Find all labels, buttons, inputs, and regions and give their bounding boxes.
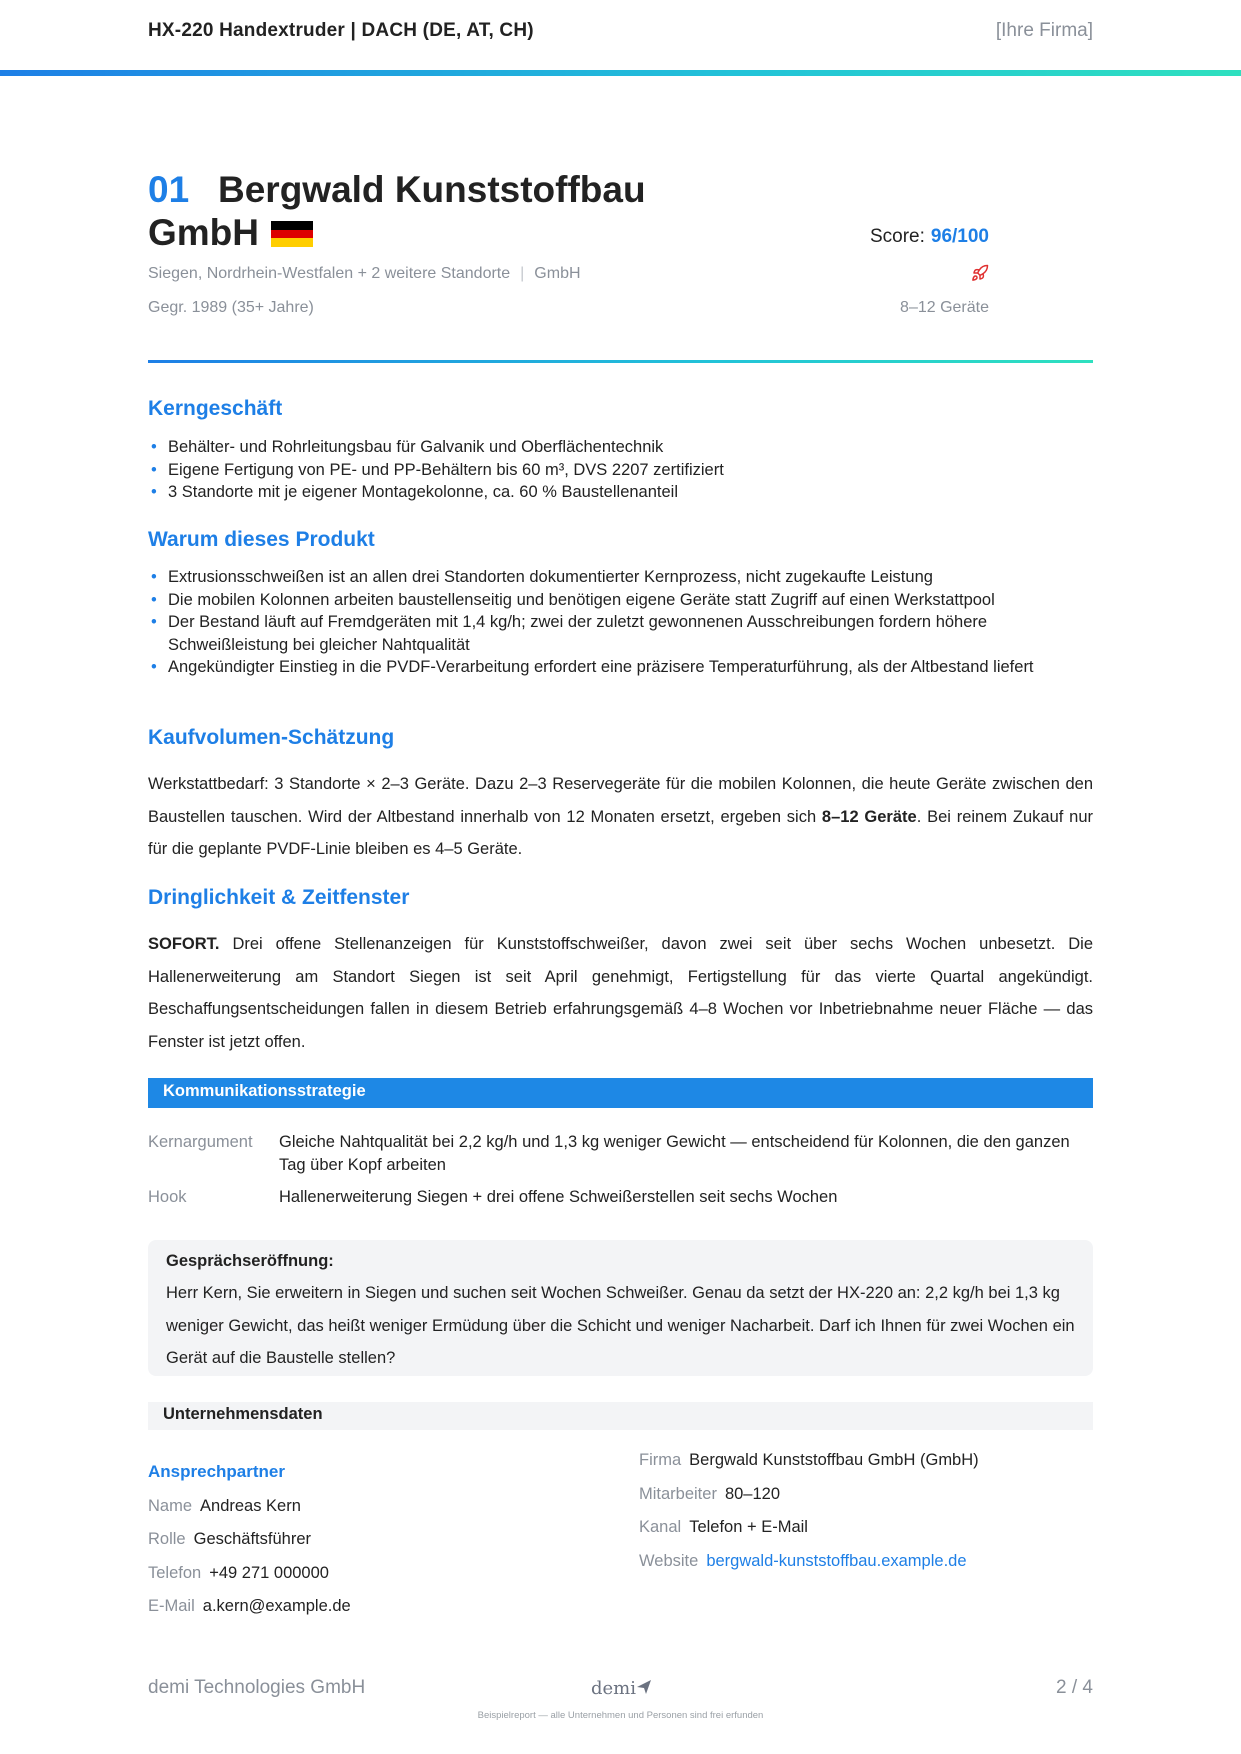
company-name-line1: Bergwald Kunststoffbau — [218, 169, 646, 210]
kaufvolumen-text — [148, 768, 1093, 866]
company-header — [148, 168, 1093, 212]
unternehmensdaten-heading: Unternehmensdaten — [148, 1402, 1093, 1430]
field-value: 80–120 — [724, 1485, 781, 1503]
header-gradient-line — [0, 70, 1241, 76]
dringlichkeit-text — [148, 928, 1093, 1058]
hook-row — [148, 1186, 1093, 1209]
list-item: • Angekündigter Einstieg in die PVDF-Verarbeitung erfordert eine präzisere Temperaturführung, als der Altbestand liefert — [148, 656, 1093, 679]
list-item: • Der Bestand läuft auf Fremdgeräten mit 1,4 kg/h; zwei der zuletzt gewonnenen Ausschreibungen fordern höhere Schweißleistung bei gleicher Nahtqualität — [148, 611, 1093, 656]
kaufvolumen-heading: Kaufvolumen-Schätzung — [148, 726, 395, 749]
field-value: +49 271 000000 — [209, 1564, 329, 1582]
kerngeschaeft-list — [148, 436, 1093, 504]
kernargument-value: Gleiche Nahtqualität bei 2,2 kg/h und 1,3 kg weniger Gewicht — entscheidend für Kolonnen, die den ganzen Tag über Kopf arbeiten — [279, 1133, 1070, 1174]
urgency-lead: SOFORT. — [148, 935, 220, 953]
rocket-icon — [971, 264, 989, 282]
list-item: • Behälter- und Rohrleitungsbau für Galvanik und Oberflächentechnik — [148, 436, 1093, 459]
score — [870, 226, 989, 248]
company-channel-row — [639, 1518, 808, 1537]
hook-label: Hook — [148, 1188, 187, 1206]
field-label: Mitarbeiter — [639, 1485, 717, 1503]
footer-company: demi Technologies GmbH — [148, 1677, 366, 1698]
hook-value: Hallenerweiterung Siegen + drei offene Schweißerstellen seit sechs Wochen — [279, 1188, 838, 1206]
list-item: • Extrusionsschweißen ist an allen drei Standorten dokumentierter Kernprozess, nicht zugekaufte Leistung — [148, 566, 1093, 589]
field-value: Bergwald Kunststoffbau GmbH (GmbH) — [689, 1451, 979, 1469]
dringlichkeit-heading: Dringlichkeit & Zeitfenster — [148, 886, 410, 909]
contact-role-row — [148, 1530, 311, 1549]
kerngeschaeft-heading: Kerngeschäft — [148, 397, 283, 420]
score-value: 96/100 — [930, 226, 989, 247]
contact-email-row — [148, 1597, 351, 1616]
company-employees-row — [639, 1485, 780, 1504]
opening-text: Herr Kern, Sie erweitern in Siegen und suchen seit Wochen Schweißer. Genau da setzt der HX-220 an: 2,2 kg/h bei 1,3 kg weniger Gewicht, das heißt weniger Ermüdung über die Schicht und weniger Nacharbeit. Darf ich Ihnen für zwei Wochen ein Gerät auf die Baustelle stellen? — [166, 1284, 1075, 1367]
company-firm-row — [639, 1451, 979, 1470]
field-label: E-Mail — [148, 1597, 195, 1615]
location-line — [148, 265, 581, 283]
kernargument-label: Kernargument — [148, 1133, 253, 1151]
page-number: 2 / 4 — [1056, 1677, 1093, 1698]
contact-name-row — [148, 1497, 301, 1516]
field-value: Telefon + E-Mail — [689, 1518, 808, 1536]
footnote: Beispielreport — alle Unternehmen und Personen sind frei erfunden — [477, 1710, 764, 1721]
kaufvolumen-text-before: Werkstattbedarf: 3 Standorte × 2–3 Geräte. Dazu 2–3 Reservegeräte für die mobilen Kolonnen, die heute Geräte zwischen den Baustellen tauschen. Wird der Altbestand innerhalb von 12 Monaten ersetzt, ergeben sich — [148, 775, 1093, 826]
contact-phone-row — [148, 1564, 329, 1583]
score-label: Score: — [869, 226, 925, 247]
website-link[interactable]: bergwald-kunststoffbau.example.de — [706, 1552, 967, 1570]
founded: Gegr. 1989 (35+ Jahre) — [148, 299, 314, 316]
kaufvolumen-text-after: . Bei reinem Zukauf nur für die geplante PVDF-Linie bleiben es 4–5 Geräte. — [148, 807, 1094, 858]
list-item: • Die mobilen Kolonnen arbeiten baustellenseitig und benötigen eigene Geräte statt Zugriff auf einen Werkstattpool — [148, 589, 1093, 612]
section-divider — [148, 360, 1093, 363]
opening-heading: Gesprächseröffnung: — [166, 1252, 334, 1270]
warum-heading: Warum dieses Produkt — [148, 528, 375, 551]
list-item: • Eigene Fertigung von PE- und PP-Behältern bis 60 m³, DVS 2207 zertifiziert — [148, 459, 1093, 482]
demi-logo — [591, 1678, 652, 1699]
opening-box — [148, 1240, 1093, 1376]
paper-plane-icon — [636, 1679, 652, 1695]
kernargument-row — [148, 1131, 1093, 1176]
company-name-line2: GmbH — [148, 212, 259, 253]
document-title: HX-220 Handextruder | DACH (DE, AT, CH) — [148, 20, 534, 41]
field-label: Kanal — [639, 1518, 682, 1536]
urgency-body: Drei offene Stellenanzeigen für Kunststoffschweißer, davon zwei seit über sechs Wochen unbesetzt. Die Hallenerweiterung am Standort Siegen ist seit April genehmigt, Fertigstellung für das vierte Quartal angekündigt. Beschaffungsentscheidungen fallen in diesem Betrieb erfahrungsgemäß 4–8 Wochen vor Inbetriebnahme neuer Fläche — das Fenster ist jetzt offen. — [148, 935, 1093, 1051]
logo-text: demi — [591, 1678, 636, 1699]
field-label: Website — [639, 1552, 699, 1570]
contact-heading: Ansprechpartner — [148, 1462, 285, 1481]
warum-list — [148, 566, 1093, 679]
company-number: 01 — [148, 169, 190, 210]
field-label: Telefon — [148, 1564, 202, 1582]
legal-form: GmbH — [534, 265, 581, 282]
kaufvolumen-highlight: 8–12 Geräte — [821, 807, 917, 826]
company-name-line2-wrap — [148, 212, 313, 254]
device-estimate: 8–12 Geräte — [900, 299, 989, 316]
field-value: Geschäftsführer — [193, 1530, 311, 1548]
company-website-row — [639, 1552, 967, 1571]
company-placeholder: [Ihre Firma] — [995, 20, 1093, 41]
list-item: • 3 Standorte mit je eigener Montagekolonne, ca. 60 % Baustellenanteil — [148, 481, 1093, 504]
field-value: a.kern@example.de — [202, 1597, 351, 1615]
kommunikation-heading: Kommunikationsstrategie — [148, 1078, 1093, 1108]
field-value: Andreas Kern — [200, 1497, 301, 1515]
meta-separator: | — [520, 265, 525, 282]
location: Siegen, Nordrhein-Westfalen + 2 weitere Standorte — [148, 265, 511, 282]
field-label: Firma — [639, 1451, 682, 1469]
field-label: Name — [148, 1497, 193, 1515]
germany-flag-icon — [271, 221, 313, 247]
top-bar — [0, 0, 1241, 64]
field-label: Rolle — [148, 1530, 186, 1548]
